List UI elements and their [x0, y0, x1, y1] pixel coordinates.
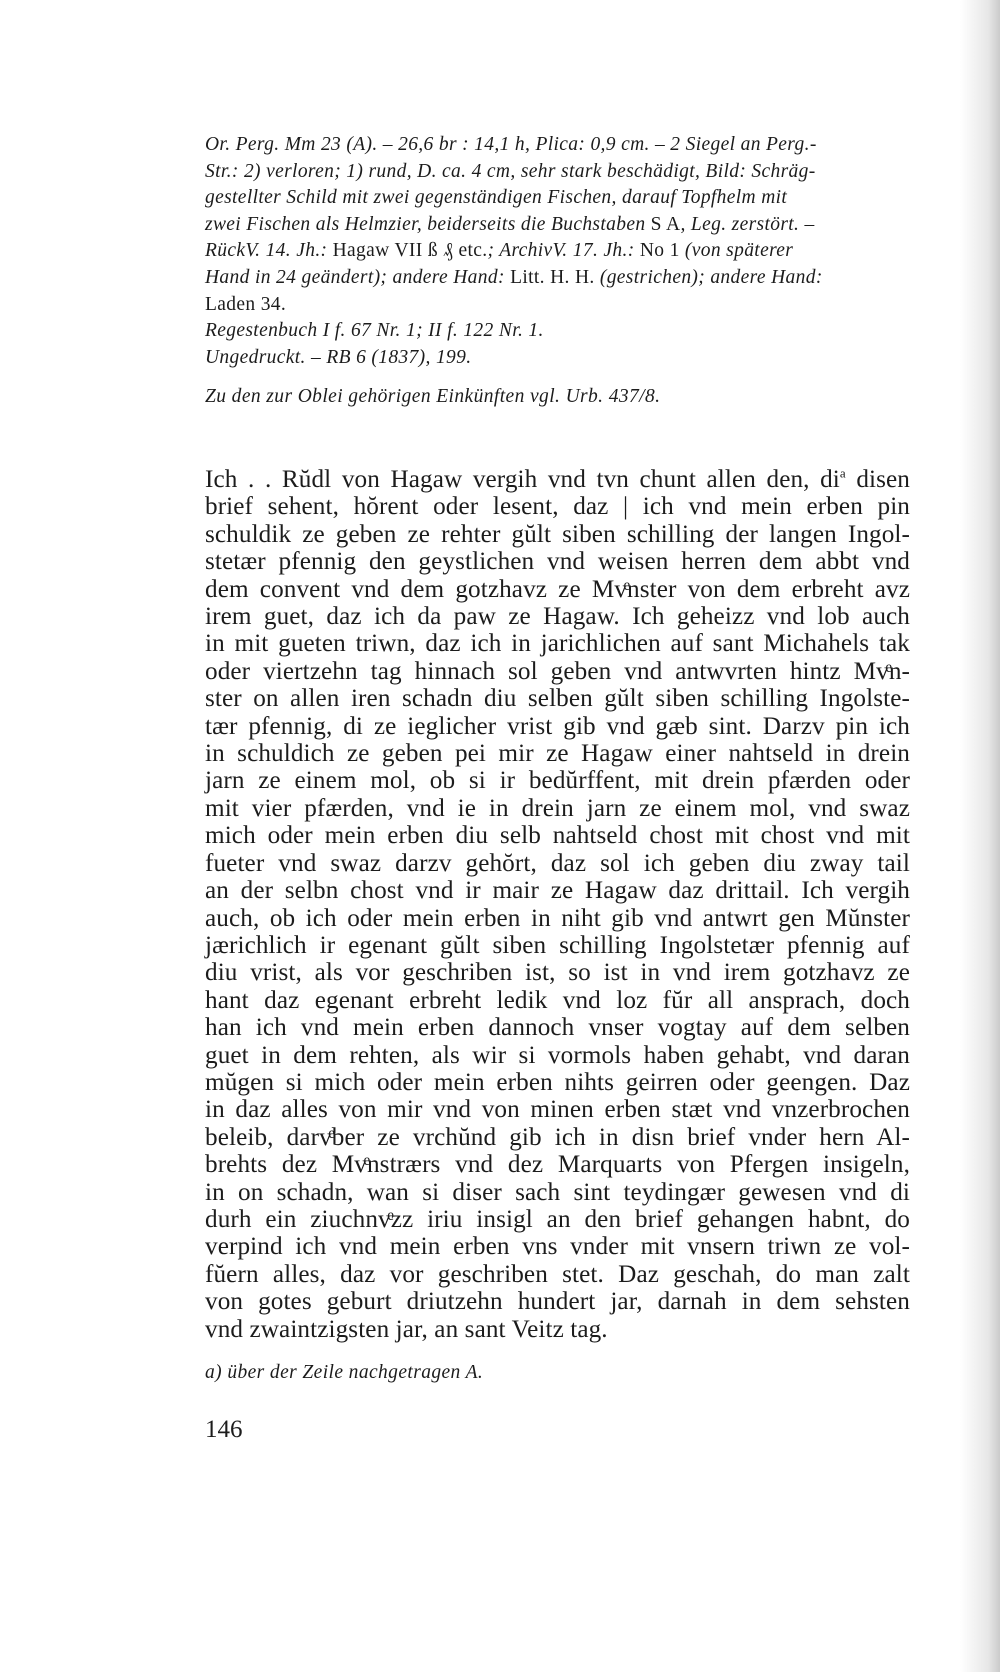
apparatus-text: RückV. 14. Jh.: — [205, 240, 333, 262]
apparatus-text: Or. Perg. Mm 23 (A). – 26,6 br : 14,1 h, Plica: 0,9 cm. – 2 Siegel an Perg.- — [205, 134, 817, 155]
editorial-note: Zu den zur Oblei gehörigen Einkünften vgl. Urb. 437/8. — [205, 386, 661, 407]
text-line: brehts dez Mvͤnstrærs vnd dez Marquarts von Pfergen insigeln, — [205, 1151, 910, 1179]
apparatus-line — [205, 212, 910, 239]
text-line: stetær pfennig den geystlichen vnd weisen herren dem abbt vnd — [205, 548, 910, 576]
apparatus-line — [205, 345, 910, 372]
text-line: dem convent vnd dem gotzhavz ze Mvͤnster von dem erbreht avz — [205, 575, 910, 603]
apparatus-line — [205, 318, 910, 345]
apparatus-text: Hand in 24 geändert); andere Hand: — [205, 266, 511, 288]
text-line: fŭern alles, daz vor geschriben stet. Daz geschah, do man zalt — [205, 1260, 910, 1288]
text-line: jærichlich ir egenant gŭlt siben schilling Ingolstetær pfennig auf — [205, 931, 910, 959]
text-line: ster on allen iren schadn diu selben gŭlt siben schilling Ingolste- — [205, 685, 910, 713]
page-number: 146 — [205, 1416, 243, 1443]
archive-note: No 1 — [639, 240, 680, 262]
text-line: brief sehent, hŏrent oder lesent, daz | ich vnd mein erben pin — [205, 493, 910, 521]
text-line: von gotes geburt driutzehn hundert jar, darnah in dem sehsten — [205, 1288, 910, 1316]
text-line: fueter vnd swaz darzv gehŏrt, daz sol ich geben diu zway tail — [205, 849, 910, 877]
archive-note: Litt. H. H. — [510, 266, 595, 288]
text-line: in on schadn, wan si diser sach sint teydingær gewesen vnd di — [205, 1178, 910, 1206]
apparatus-line — [205, 292, 910, 319]
text-line: guet in dem rehten, als wir si vormols haben gehabt, vnd daran — [205, 1041, 910, 1069]
text-line: auch, ob ich oder mein erben in niht gib vnd antwrt gen Mŭnster — [205, 904, 910, 932]
text-line: jarn ze einem mol, ob si ir bedŭrffent, mit drein pfærden oder — [205, 767, 910, 795]
apparatus-text: (von späterer — [679, 240, 794, 262]
apparatus-text: gestellter Schild mit zwei gegenständigen Fischen, darauf Topfhelm mit — [205, 187, 788, 209]
text-line: oder viertzehn tag hinnach sol geben vnd antwvrten hintz Mvͤn- — [205, 657, 910, 685]
apparatus-text: Str.: 2) verloren; 1) rund, D. ca. 4 cm, sehr stark beschädigt, Bild: Schräg- — [205, 160, 816, 182]
charter-text — [205, 466, 910, 1343]
text-line: durh ein ziuchnvͤzz iriu insigl an den brief gehangen habnt, do — [205, 1205, 910, 1233]
apparatus-line — [205, 132, 910, 159]
footnote-marker: a — [839, 465, 846, 481]
text-line: mich oder mein erben diu selb nahtseld chost mit chost vnd mit — [205, 822, 910, 850]
text-segment: disen — [845, 466, 910, 493]
text-line: beleib, darvͤber ze vrchŭnd gib ich in disn brief vnder hern Al- — [205, 1123, 910, 1151]
text-line: in schuldich ze geben pei mir ze Hagaw einer nahtseld in drein — [205, 740, 910, 768]
text-line: schuldik ze geben ze rehter gŭlt siben schilling der langen Ingol- — [205, 520, 910, 548]
apparatus-text: (gestrichen); andere Hand: — [594, 266, 823, 288]
apparatus-text: , Leg. zerstört. – — [680, 213, 815, 235]
footnote: a) über der Zeile nachgetragen A. — [205, 1362, 484, 1383]
archive-note: Laden 34. — [205, 293, 287, 315]
edition-reference: Ungedruckt. – RB 6 (1837), 199. — [205, 346, 472, 368]
text-line: in mit gueten triwn, daz ich in jarichlichen auf sant Michahels tak — [205, 630, 910, 658]
apparatus-line — [205, 159, 910, 186]
text-line: hant daz egenant erbreht ledik vnd loz fŭr all ansprach, doch — [205, 986, 910, 1014]
text-line: an der selbn chost vnd ir mair ze Hagaw daz drittail. Ich vergih — [205, 877, 910, 905]
text-line: tær pfennig, di ze ieglicher vrist gib vnd gæb sint. Darzv pin ich — [205, 712, 910, 740]
seal-letters: S A — [650, 213, 681, 235]
dorsal-note: Hagaw VII ß ₰ etc. — [332, 240, 488, 262]
text-line: irem guet, daz ich da paw ze Hagaw. Ich geheizz vnd lob auch — [205, 603, 910, 631]
page-edge-shadow — [960, 0, 1000, 1672]
apparatus-line — [205, 265, 910, 292]
text-line: han ich vnd mein erben dannoch vnser vogtay auf dem selben — [205, 1014, 910, 1042]
apparatus-line — [205, 185, 910, 212]
apparatus-line — [205, 238, 910, 265]
text-line: vnd zwaintzigsten jar, an sant Veitz tag. — [205, 1315, 608, 1343]
text-segment: Ich . . Rŭdl von Hagaw vergih vnd tvn chunt allen den, di — [205, 466, 840, 493]
apparatus-text: ; ArchivV. 17. Jh.: — [487, 240, 640, 262]
text-line — [205, 466, 910, 493]
register-reference: Regestenbuch I f. 67 Nr. 1; II f. 122 Nr. 1. — [205, 320, 544, 342]
text-line: diu vrist, als vor geschriben ist, so ist in vnd irem gotzhavz ze — [205, 959, 910, 987]
critical-apparatus — [205, 132, 910, 371]
text-line: verpind ich vnd mein erben vns vnder mit vnsern triwn ze vol- — [205, 1233, 910, 1261]
text-line: mŭgen si mich oder mein erben nihts geirren oder geengen. Daz — [205, 1068, 910, 1096]
text-line: in daz alles von mir vnd von minen erben stæt vnd vnzerbrochen — [205, 1096, 910, 1124]
text-line: mit vier pfærden, vnd ie in drein jarn ze einem mol, vnd swaz — [205, 794, 910, 822]
apparatus-text: zwei Fischen als Helmzier, beiderseits die Buchstaben — [205, 213, 651, 235]
